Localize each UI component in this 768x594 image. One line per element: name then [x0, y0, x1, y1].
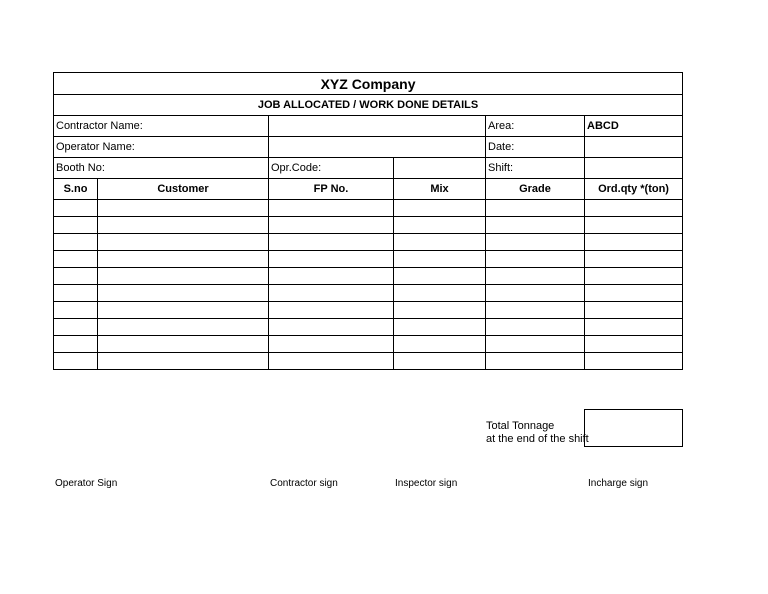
total-tonnage-field[interactable] [584, 409, 683, 447]
table-cell[interactable] [486, 319, 585, 336]
table-cell[interactable] [269, 302, 394, 319]
table-cell[interactable] [585, 268, 683, 285]
col-header-customer: Customer [98, 179, 269, 200]
table-cell[interactable] [98, 234, 269, 251]
table-cell[interactable] [585, 251, 683, 268]
table-cell[interactable] [486, 302, 585, 319]
table-cell[interactable] [98, 353, 269, 370]
table-cell[interactable] [98, 200, 269, 217]
entry-rows [54, 200, 683, 370]
total-tonnage-line2: at the end of the shift [486, 433, 589, 445]
table-row [54, 200, 683, 217]
table-cell[interactable] [98, 217, 269, 234]
table-cell[interactable] [98, 302, 269, 319]
table-cell[interactable] [269, 217, 394, 234]
table-row [54, 353, 683, 370]
inspector-sign: Inspector sign [395, 478, 458, 489]
contractor-label: Contractor Name: [54, 116, 269, 137]
date-label: Date: [486, 137, 585, 158]
table-cell[interactable] [585, 285, 683, 302]
table-row [54, 285, 683, 302]
table-cell[interactable] [98, 268, 269, 285]
table-cell[interactable] [269, 285, 394, 302]
table-cell[interactable] [394, 200, 486, 217]
table-cell[interactable] [269, 336, 394, 353]
column-header-row [54, 179, 683, 200]
table-cell[interactable] [269, 268, 394, 285]
table-cell[interactable] [98, 285, 269, 302]
table-cell[interactable] [54, 285, 98, 302]
shift-label: Shift: [486, 158, 585, 179]
area-label: Area: [486, 116, 585, 137]
table-cell[interactable] [269, 200, 394, 217]
table-cell[interactable] [54, 319, 98, 336]
area-value: ABCD [585, 116, 683, 137]
total-tonnage-line1: Total Tonnage [486, 420, 555, 432]
operator-field[interactable] [269, 137, 486, 158]
table-row [54, 251, 683, 268]
table-cell[interactable] [394, 268, 486, 285]
col-header-fp-no: FP No. [269, 179, 394, 200]
table-cell[interactable] [486, 268, 585, 285]
table-cell[interactable] [486, 353, 585, 370]
col-header-grade: Grade [486, 179, 585, 200]
table-cell[interactable] [98, 251, 269, 268]
table-cell[interactable] [486, 285, 585, 302]
table-cell[interactable] [394, 285, 486, 302]
table-cell[interactable] [54, 353, 98, 370]
table-cell[interactable] [269, 251, 394, 268]
table-cell[interactable] [585, 302, 683, 319]
table-cell[interactable] [54, 234, 98, 251]
table-cell[interactable] [585, 217, 683, 234]
table-cell[interactable] [394, 217, 486, 234]
table-cell[interactable] [54, 217, 98, 234]
booth-label: Booth No: [54, 158, 269, 179]
opr-code-field[interactable] [394, 158, 486, 179]
table-cell[interactable] [585, 353, 683, 370]
table-cell[interactable] [54, 302, 98, 319]
shift-field[interactable] [585, 158, 683, 179]
col-header-mix: Mix [394, 179, 486, 200]
table-cell[interactable] [486, 234, 585, 251]
table-row [54, 217, 683, 234]
table-cell[interactable] [585, 319, 683, 336]
contractor-field[interactable] [269, 116, 486, 137]
table-row [54, 302, 683, 319]
table-cell[interactable] [486, 217, 585, 234]
table-cell[interactable] [54, 251, 98, 268]
table-cell[interactable] [585, 234, 683, 251]
table-cell[interactable] [269, 234, 394, 251]
total-tonnage-label [486, 420, 589, 446]
table-cell[interactable] [585, 336, 683, 353]
operator-label: Operator Name: [54, 137, 269, 158]
table-cell[interactable] [54, 268, 98, 285]
table-cell[interactable] [585, 200, 683, 217]
table-cell[interactable] [394, 336, 486, 353]
table-cell[interactable] [54, 336, 98, 353]
table-cell[interactable] [394, 234, 486, 251]
form-title: JOB ALLOCATED / WORK DONE DETAILS [54, 95, 683, 116]
opr-code-label: Opr.Code: [269, 158, 394, 179]
table-cell[interactable] [269, 353, 394, 370]
table-cell[interactable] [98, 336, 269, 353]
table-row [54, 336, 683, 353]
table-cell[interactable] [394, 319, 486, 336]
col-header-sno: S.no [54, 179, 98, 200]
table-cell[interactable] [394, 353, 486, 370]
table-row [54, 268, 683, 285]
work-done-form [53, 72, 682, 376]
table-cell[interactable] [394, 302, 486, 319]
col-header-ord-qty: Ord.qty *(ton) [585, 179, 683, 200]
company-name: XYZ Company [54, 73, 683, 95]
contractor-sign: Contractor sign [270, 478, 338, 489]
table-cell[interactable] [486, 336, 585, 353]
operator-sign: Operator Sign [55, 478, 118, 489]
table-cell[interactable] [394, 251, 486, 268]
table-row [54, 319, 683, 336]
table-cell[interactable] [269, 319, 394, 336]
incharge-sign: Incharge sign [588, 478, 649, 489]
table-row [54, 234, 683, 251]
date-field[interactable] [585, 137, 683, 158]
form-table [53, 72, 683, 370]
table-cell[interactable] [54, 200, 98, 217]
table-cell[interactable] [486, 251, 585, 268]
table-cell[interactable] [98, 319, 269, 336]
table-cell[interactable] [486, 200, 585, 217]
